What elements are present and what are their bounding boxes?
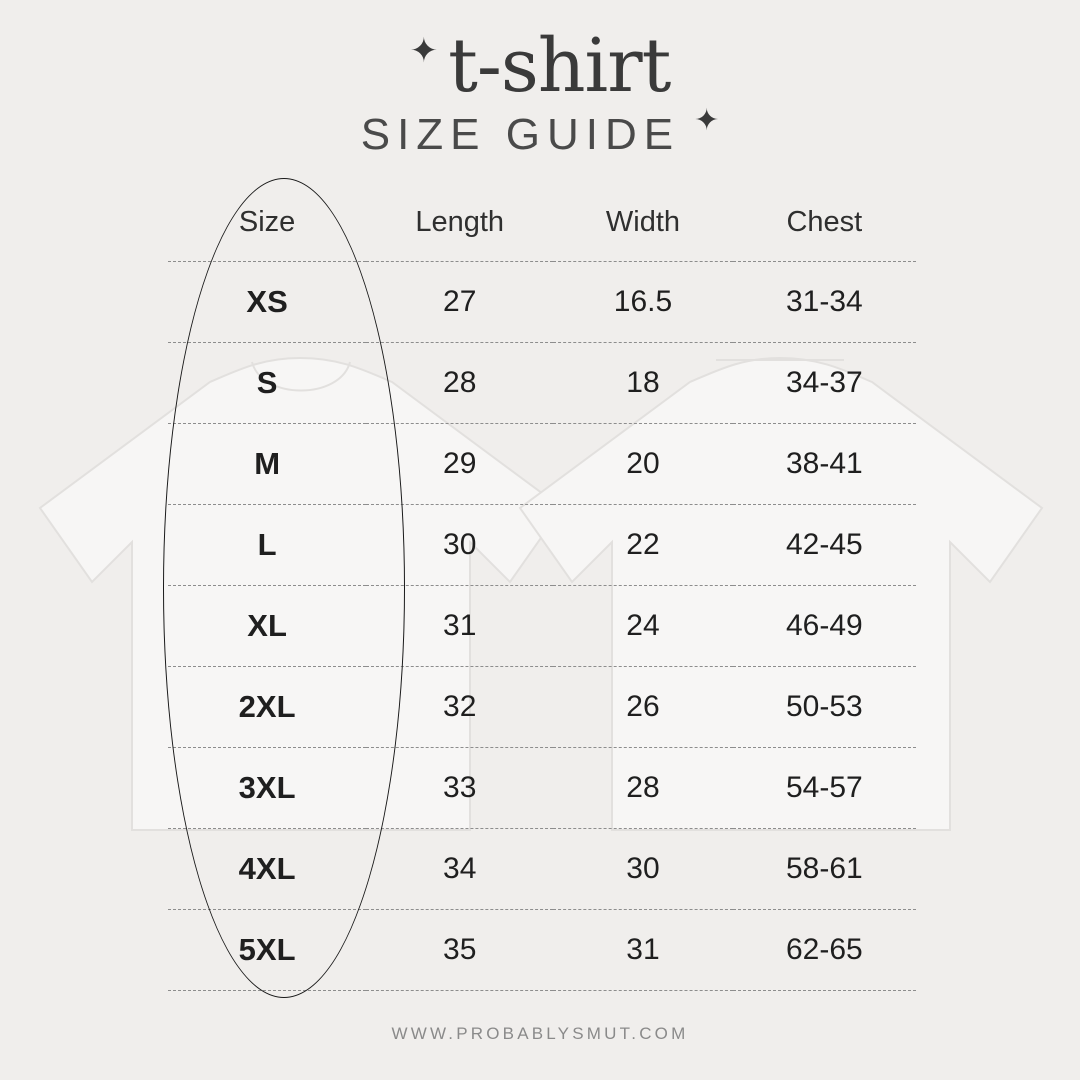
sparkle-icon-left: ✦ [409, 31, 439, 70]
cell-chest: 31-34 [733, 262, 916, 343]
table-row [168, 424, 916, 505]
cell-width: 30 [553, 829, 733, 910]
table-row [168, 829, 916, 910]
cell-chest: 50-53 [733, 667, 916, 748]
cell-chest: 54-57 [733, 748, 916, 829]
cell-chest: 34-37 [733, 343, 916, 424]
cell-chest: 38-41 [733, 424, 916, 505]
cell-size: S [168, 343, 366, 424]
table-row [168, 748, 916, 829]
cell-chest: 46-49 [733, 586, 916, 667]
page-subtitle: SIZE GUIDE [360, 109, 681, 159]
sparkle-icon-right: ✦ [694, 103, 720, 137]
size-table [168, 200, 916, 991]
cell-length: 32 [366, 667, 553, 748]
cell-length: 30 [366, 505, 553, 586]
cell-chest: 58-61 [733, 829, 916, 910]
column-header-width: Width [553, 200, 733, 262]
page-header [0, 23, 1080, 160]
cell-chest: 42-45 [733, 505, 916, 586]
cell-size: XL [168, 586, 366, 667]
cell-size: 3XL [168, 748, 366, 829]
cell-chest: 62-65 [733, 910, 916, 991]
cell-width: 18 [553, 343, 733, 424]
cell-size: 5XL [168, 910, 366, 991]
cell-width: 26 [553, 667, 733, 748]
table-row [168, 910, 916, 991]
cell-width: 28 [553, 748, 733, 829]
cell-size: 2XL [168, 667, 366, 748]
table-header-row [168, 200, 916, 262]
table-row [168, 505, 916, 586]
cell-width: 22 [553, 505, 733, 586]
cell-size: M [168, 424, 366, 505]
cell-length: 28 [366, 343, 553, 424]
cell-length: 29 [366, 424, 553, 505]
cell-width: 31 [553, 910, 733, 991]
footer-website: WWW.PROBABLYSMUT.COM [391, 1024, 689, 1043]
cell-size: L [168, 505, 366, 586]
cell-length: 27 [366, 262, 553, 343]
cell-width: 24 [553, 586, 733, 667]
column-header-length: Length [366, 200, 553, 262]
table-row [168, 343, 916, 424]
subtitle-row [0, 103, 1080, 160]
cell-width: 20 [553, 424, 733, 505]
title-row [0, 23, 1080, 109]
cell-length: 34 [366, 829, 553, 910]
table-row [168, 586, 916, 667]
cell-length: 33 [366, 748, 553, 829]
cell-size: 4XL [168, 829, 366, 910]
cell-size: XS [168, 262, 366, 343]
page-title: t-shirt [448, 23, 671, 109]
cell-length: 31 [366, 586, 553, 667]
table-row [168, 262, 916, 343]
table-row [168, 667, 916, 748]
column-header-size: Size [168, 200, 366, 262]
cell-width: 16.5 [553, 262, 733, 343]
size-table-container [168, 200, 916, 991]
column-header-chest: Chest [733, 200, 916, 262]
cell-length: 35 [366, 910, 553, 991]
